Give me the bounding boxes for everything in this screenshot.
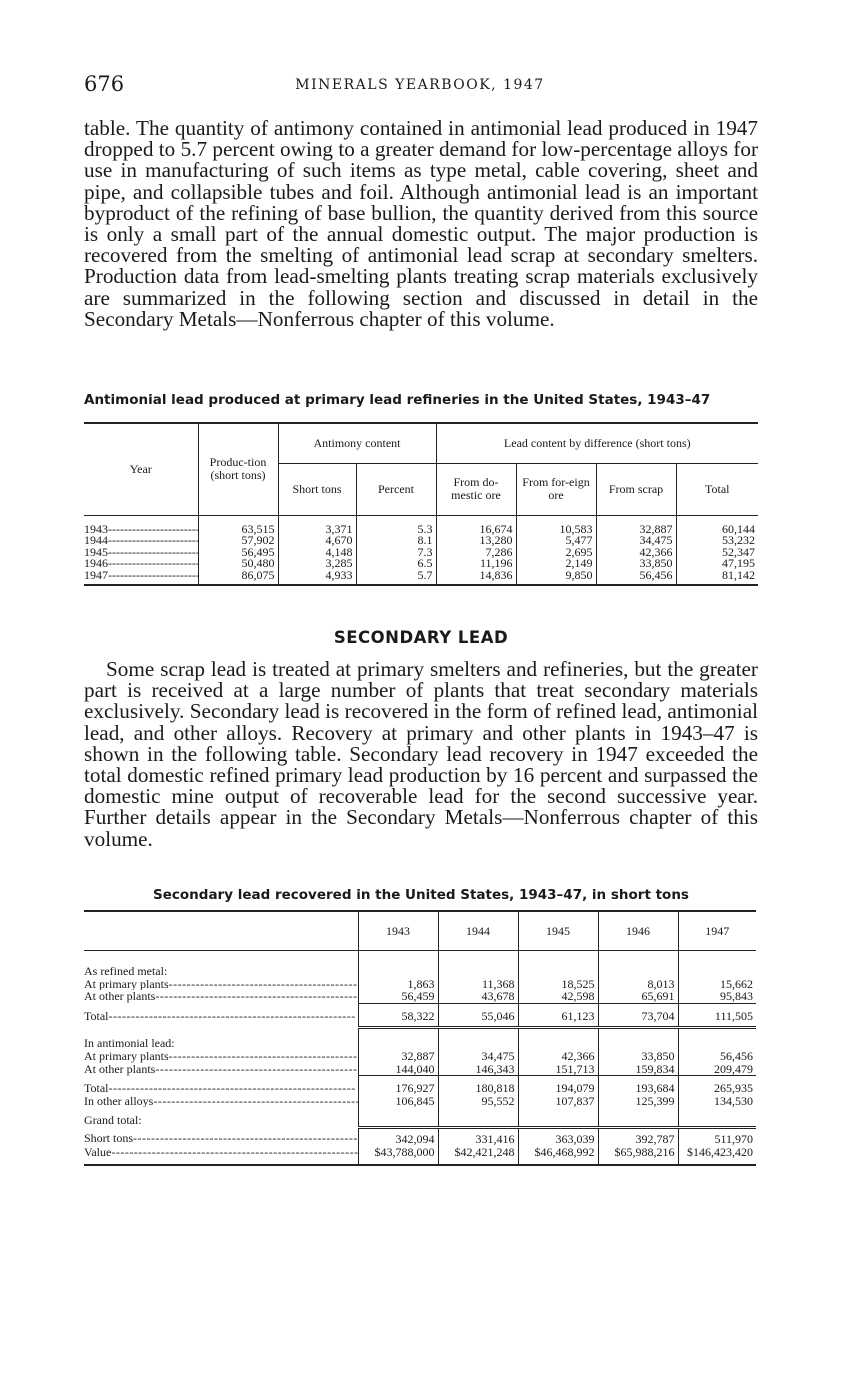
cell-value: 11,368	[438, 978, 518, 991]
body-paragraph-2: Some scrap lead is treated at primary smelters and refineries, but the greater part is received at a large number of plants that treat secondary materials exclusively. Secondary lead is recovered in the form of refined lead, antimonial lead, and other alloys. Recovery at primary and other plants in 1943–47 is shown in the following table. Secondary lead recovery in 1947 exceeded the total domestic refined primary lead production by 16 percent and surpassed the domestic mine output of recoverable lead for the second successive year. Further details appear in the Secondary Metals—Nonferrous chapter of this volume.	[84, 657, 758, 851]
body-paragraph-1: table. The quantity of antimony contained in antimonial lead produced in 1947 dropped to 5.7 percent owing to a greater demand for low-percentage alloys for use in manufacturing of such items as type metal, cable covering, sheet and pipe, and collapsible tubes and foil. Although antimonial lead is an important byproduct of the refining of base bullion, the quantity derived from this source is only a small part of the annual domestic output. The major production is recovered from the smelting of antimonial lead scrap at secondary smelters. Production data from lead-smelting plants treating scrap materials exclusively are summarized in the following section and discussed in detail in the Secondary Metals—Nonferrous chapter of this volume.	[84, 116, 758, 331]
cell-scrap: 56,456	[596, 570, 676, 586]
cell-scrap: 42,366	[596, 547, 676, 559]
table-1-caption: Antimonial lead produced at primary lead refineries in the United States, 1943–47	[84, 392, 711, 408]
cell-production: 50,480	[198, 558, 278, 570]
cell-value	[678, 951, 756, 978]
col-header-year: 1946	[598, 911, 678, 951]
leader-dots	[108, 547, 198, 559]
cell-value: 144,040	[358, 1063, 438, 1076]
row-value	[84, 1146, 756, 1166]
cell-value: 61,123	[518, 1003, 598, 1028]
cell-value: 18,525	[518, 978, 598, 991]
row-label-year	[84, 558, 198, 570]
col-header-year: 1943	[358, 911, 438, 951]
cell-value: 42,598	[518, 990, 598, 1003]
cell-value	[358, 1107, 438, 1127]
cell-value	[598, 951, 678, 978]
row-label	[84, 1028, 358, 1050]
table-row	[84, 570, 758, 586]
cell-value: 34,475	[438, 1050, 518, 1063]
row-label-year	[84, 535, 198, 547]
leader-dots	[108, 535, 198, 547]
cell-value: 55,046	[438, 1003, 518, 1028]
row-label	[84, 978, 358, 991]
col-header-short-tons: Short tons	[278, 463, 356, 515]
row-label	[84, 1107, 358, 1127]
cell-sb-pct: 7.3	[356, 547, 436, 559]
cell-value: 331,416	[438, 1127, 518, 1145]
secondary-lead-table	[84, 910, 756, 1166]
row-label-text: Short tons	[84, 1131, 134, 1146]
cell-foreign: 2,149	[516, 558, 596, 570]
leader-dots	[169, 978, 358, 991]
leader-dots	[169, 1050, 358, 1063]
col-header-blank	[84, 911, 358, 951]
row-label-year	[84, 570, 198, 586]
cell-value: 511,970	[678, 1127, 756, 1145]
row-short-tons	[84, 1127, 756, 1145]
section-heading: SECONDARY LEAD	[333, 628, 509, 647]
cell-value: 363,039	[518, 1127, 598, 1145]
col-header-domestic: From do-mestic ore	[436, 463, 516, 515]
row-label-text: Total	[84, 1009, 109, 1024]
cell-value: 151,713	[518, 1063, 598, 1076]
cell-value	[678, 1028, 756, 1050]
cell-value: 32,887	[358, 1050, 438, 1063]
page-header	[84, 70, 756, 100]
row-label-text: In other alloys	[84, 1094, 154, 1108]
leader-dots	[109, 1009, 356, 1023]
cell-production: 56,495	[198, 547, 278, 559]
cell-value: 95,552	[438, 1095, 518, 1108]
cell-value	[518, 1107, 598, 1127]
cell-value	[358, 1028, 438, 1050]
cell-foreign: 9,850	[516, 570, 596, 586]
row-label-year	[84, 547, 198, 559]
cell-production: 57,902	[198, 535, 278, 547]
cell-value: 58,322	[358, 1003, 438, 1028]
cell-value: 342,094	[358, 1127, 438, 1145]
row-label	[84, 951, 358, 978]
leader-dots	[111, 1146, 358, 1159]
leader-dots	[153, 1095, 358, 1108]
year-label: 1944	[84, 535, 108, 547]
col-header-production: Produc-tion (short tons)	[198, 423, 278, 515]
cell-total: 52,347	[676, 547, 758, 559]
cell-value	[438, 1107, 518, 1127]
running-head: MINERALS YEARBOOK, 1947	[295, 77, 545, 93]
row-label-text: At other plants	[84, 990, 156, 1004]
row-label	[84, 1146, 358, 1166]
cell-value: 15,662	[678, 978, 756, 991]
cell-value: 73,704	[598, 1003, 678, 1028]
year-label: 1947	[84, 569, 108, 582]
cell-value: 33,850	[598, 1050, 678, 1063]
cell-value	[438, 1028, 518, 1050]
cell-value: 159,834	[598, 1063, 678, 1076]
cell-value	[518, 951, 598, 978]
cell-sb-tons: 4,670	[278, 535, 356, 547]
cell-scrap: 34,475	[596, 535, 676, 547]
row-label	[84, 1050, 358, 1063]
cell-total: 47,195	[676, 558, 758, 570]
cell-value: 42,366	[518, 1050, 598, 1063]
col-group-lead: Lead content by difference (short tons)	[436, 423, 758, 463]
cell-total: 81,142	[676, 570, 758, 586]
cell-value	[678, 1107, 756, 1127]
row-label-text: At primary plants	[84, 977, 169, 991]
cell-value: 107,837	[518, 1095, 598, 1108]
cell-scrap: 32,887	[596, 515, 676, 535]
row-refined-other	[84, 990, 756, 1003]
cell-foreign: 5,477	[516, 535, 596, 547]
cell-value: 146,343	[438, 1063, 518, 1076]
cell-sb-tons: 4,148	[278, 547, 356, 559]
row-other-alloys	[84, 1095, 756, 1108]
cell-value: $146,423,420	[678, 1146, 756, 1166]
leader-dots	[155, 990, 358, 1003]
cell-sb-pct: 6.5	[356, 558, 436, 570]
cell-sb-tons: 3,285	[278, 558, 356, 570]
cell-value: 111,505	[678, 1003, 756, 1028]
col-header-total: Total	[676, 463, 758, 515]
page-number: 676	[84, 72, 125, 96]
cell-sb-pct: 5.7	[356, 570, 436, 586]
row-label-text: At primary plants	[84, 1049, 169, 1063]
cell-value: 209,479	[678, 1063, 756, 1076]
cell-domestic: 7,286	[436, 547, 516, 559]
cell-value: 392,787	[598, 1127, 678, 1145]
col-header-scrap: From scrap	[596, 463, 676, 515]
cell-value: 65,691	[598, 990, 678, 1003]
cell-value: 8,013	[598, 978, 678, 991]
row-label-year	[84, 515, 198, 535]
cell-value	[518, 1028, 598, 1050]
leader-dots	[133, 1131, 358, 1145]
cell-domestic: 13,280	[436, 535, 516, 547]
row-label-text: Grand total:	[84, 1113, 142, 1128]
row-antimonial-other	[84, 1063, 756, 1076]
row-label	[84, 1076, 358, 1095]
col-header-year: 1945	[518, 911, 598, 951]
col-header-foreign: From for-eign ore	[516, 463, 596, 515]
cell-sb-tons: 4,933	[278, 570, 356, 586]
leader-dots	[108, 522, 198, 536]
cell-foreign: 2,695	[516, 547, 596, 559]
year-label: 1943	[84, 521, 108, 535]
row-label	[84, 1127, 358, 1145]
cell-value: $42,421,248	[438, 1146, 518, 1166]
row-label-text: As refined metal:	[84, 964, 168, 978]
cell-value: 193,684	[598, 1076, 678, 1095]
table-row	[84, 515, 758, 535]
section-antimonial	[84, 1028, 756, 1050]
col-group-antimony: Antimony content	[278, 423, 436, 463]
cell-value: 106,845	[358, 1095, 438, 1108]
cell-value: 176,927	[358, 1076, 438, 1095]
cell-sb-pct: 8.1	[356, 535, 436, 547]
cell-value: 194,079	[518, 1076, 598, 1095]
cell-value: 56,456	[678, 1050, 756, 1063]
cell-value: $43,788,000	[358, 1146, 438, 1166]
cell-total: 53,232	[676, 535, 758, 547]
cell-value: 43,678	[438, 990, 518, 1003]
cell-scrap: 33,850	[596, 558, 676, 570]
cell-total: 60,144	[676, 515, 758, 535]
section-grand-total	[84, 1107, 756, 1127]
year-label: 1945	[84, 546, 108, 558]
cell-value	[598, 1107, 678, 1127]
row-label	[84, 1063, 358, 1076]
row-antimonial-primary	[84, 1050, 756, 1063]
cell-value: $65,988,216	[598, 1146, 678, 1166]
leader-dots	[108, 570, 198, 582]
cell-value: $46,468,992	[518, 1146, 598, 1166]
cell-foreign: 10,583	[516, 515, 596, 535]
cell-value: 1,863	[358, 978, 438, 991]
row-label-text: In antimonial lead:	[84, 1035, 175, 1050]
row-label	[84, 1095, 358, 1108]
cell-value: 265,935	[678, 1076, 756, 1095]
col-header-year: Year	[84, 423, 198, 515]
cell-domestic: 16,674	[436, 515, 516, 535]
antimonial-lead-table	[84, 422, 758, 586]
cell-value	[438, 951, 518, 978]
row-label-text: Value	[84, 1145, 112, 1159]
cell-sb-tons: 3,371	[278, 515, 356, 535]
year-label: 1946	[84, 558, 108, 570]
section-refined	[84, 951, 756, 978]
leader-dots	[108, 558, 198, 570]
cell-domestic: 14,836	[436, 570, 516, 586]
col-header-percent: Percent	[356, 463, 436, 515]
col-header-year: 1947	[678, 911, 756, 951]
cell-value	[358, 951, 438, 978]
row-label	[84, 1003, 358, 1028]
row-label	[84, 990, 358, 1003]
table-2-caption: Secondary lead recovered in the United States, 1943–47, in short tons	[153, 887, 689, 903]
cell-value: 180,818	[438, 1076, 518, 1095]
cell-production: 86,075	[198, 570, 278, 586]
leader-dots	[109, 1081, 356, 1095]
row-antimonial-total	[84, 1076, 756, 1095]
cell-value	[598, 1028, 678, 1050]
col-header-year: 1944	[438, 911, 518, 951]
cell-value: 125,399	[598, 1095, 678, 1108]
cell-production: 63,515	[198, 515, 278, 535]
row-refined-total	[84, 1003, 756, 1028]
cell-domestic: 11,196	[436, 558, 516, 570]
row-label-text: At other plants	[84, 1062, 156, 1076]
cell-value: 56,459	[358, 990, 438, 1003]
row-label-text: Total	[84, 1080, 109, 1095]
cell-value: 95,843	[678, 990, 756, 1003]
cell-sb-pct: 5.3	[356, 515, 436, 535]
cell-value: 134,530	[678, 1095, 756, 1108]
leader-dots	[155, 1063, 358, 1076]
